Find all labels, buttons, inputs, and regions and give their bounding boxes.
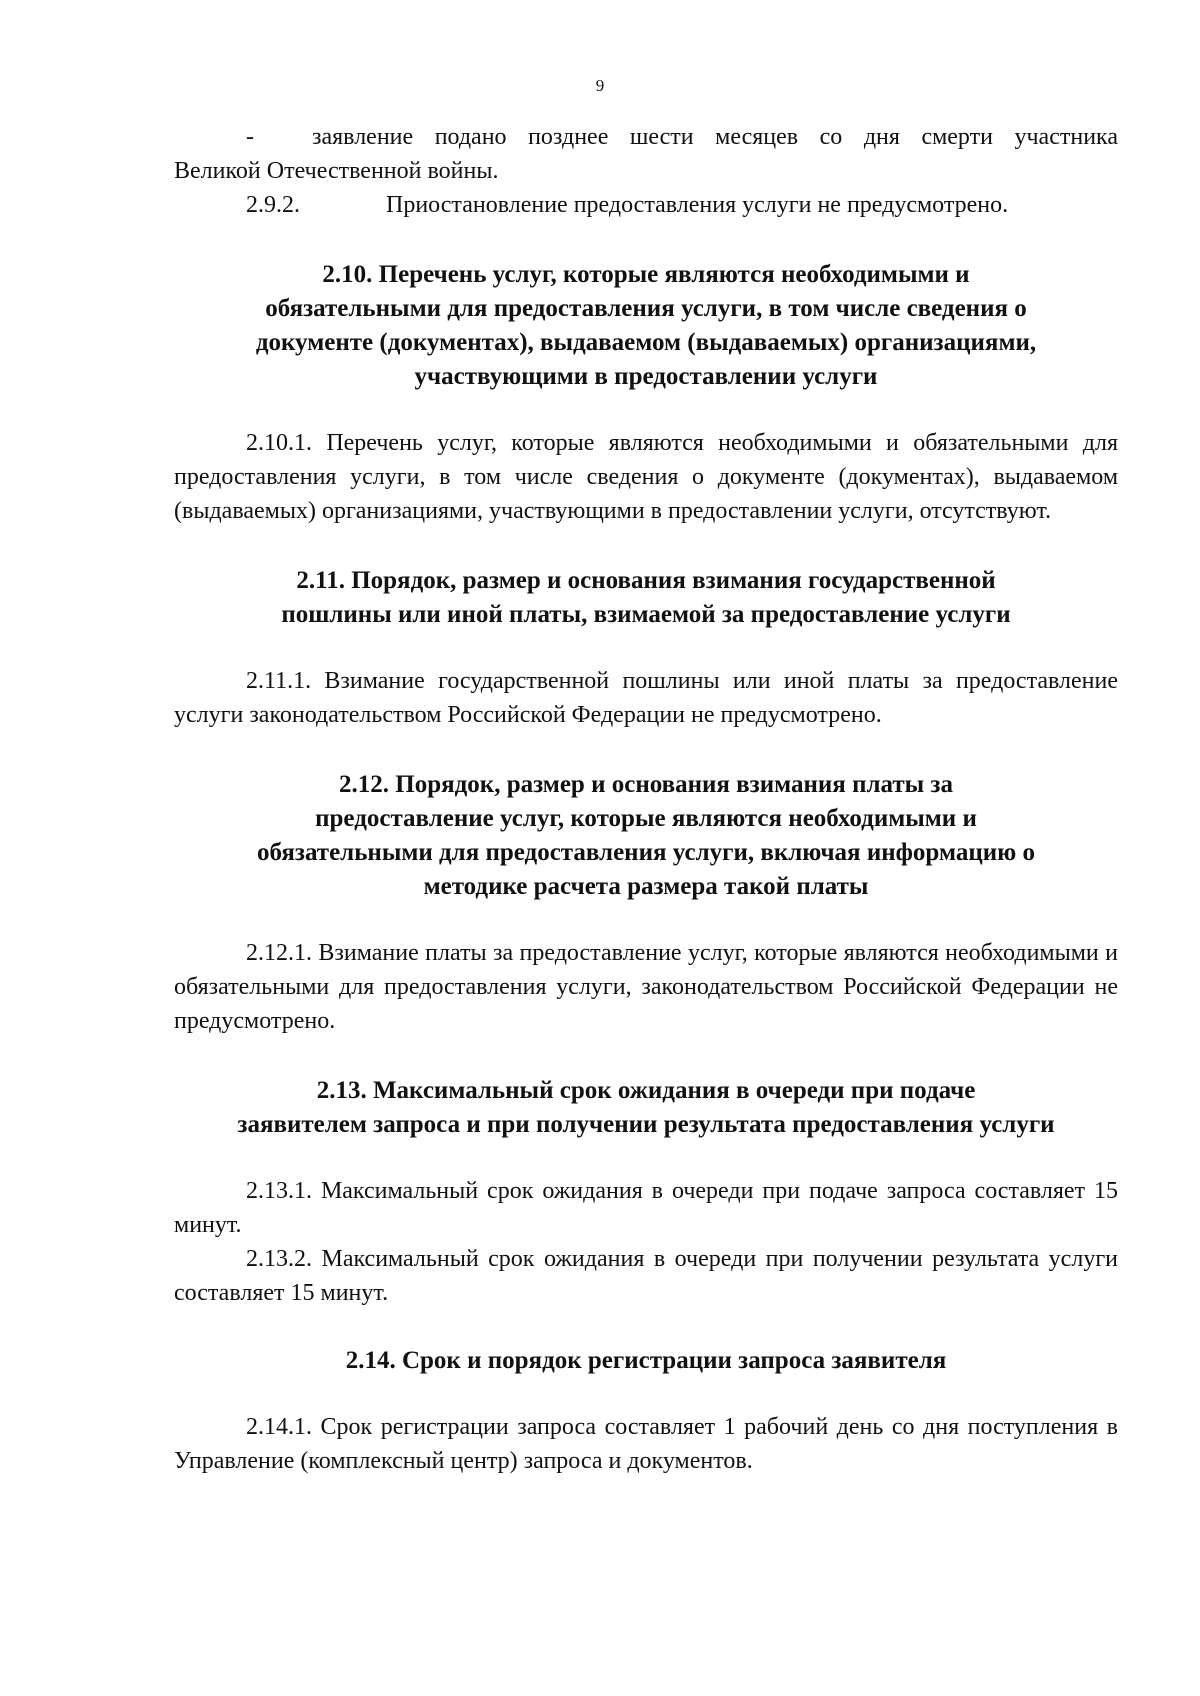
heading-line: пошлины или иной платы, взимаемой за предоставление услуги bbox=[281, 601, 1011, 628]
heading-line: 2.11. Порядок, размер и основания взимания государственной bbox=[296, 567, 996, 594]
heading-line: участвующими в предоставлении услуги bbox=[414, 363, 878, 390]
heading-line: 2.10. Перечень услуг, которые являются необходимыми и bbox=[322, 261, 970, 288]
section-heading-2-10 bbox=[174, 258, 1118, 394]
heading-line: 2.12. Порядок, размер и основания взимания платы за bbox=[339, 771, 953, 798]
intro-line-1: заявление подано позднее шести месяцев со дня смерти участника bbox=[312, 124, 1118, 150]
clause-text: Приостановление предоставления услуги не предусмотрено. bbox=[386, 192, 1009, 218]
heading-line: документе (документах), выдаваемом (выдаваемых) организациями, bbox=[255, 329, 1037, 356]
heading-line: 2.14. Срок и порядок регистрации запроса заявителя bbox=[345, 1347, 947, 1374]
section-heading-2-14 bbox=[174, 1344, 1118, 1378]
section-heading-2-12 bbox=[174, 768, 1118, 904]
dash-marker: - bbox=[246, 124, 254, 150]
paragraph-2-14-1: 2.14.1. Срок регистрации запроса составляет 1 рабочий день со дня поступления в Управление (комплексный центр) запроса и документов. bbox=[174, 1414, 1118, 1474]
clause-number: 2.9.2. bbox=[246, 192, 300, 218]
list-item-dash bbox=[174, 120, 1118, 154]
heading-line: методике расчета размера такой платы bbox=[423, 873, 869, 900]
paragraph-2-11-1: 2.11.1. Взимание государственной пошлины или иной платы за предоставление услуги законодательством Российской Федерации не предусмотрено. bbox=[174, 668, 1118, 728]
section-heading-2-13 bbox=[174, 1074, 1118, 1142]
heading-line: обязательными для предоставления услуги, включая информацию о bbox=[257, 839, 1035, 866]
paragraph-2-10-1: 2.10.1. Перечень услуг, которые являются необходимыми и обязательными для предоставления услуги, в том числе сведения о документе (документах), выдаваемом (выдаваемых) организациями, участвующими в предоставлении услуги, отсутствуют. bbox=[174, 430, 1118, 524]
heading-line: обязательными для предоставления услуги, в том числе сведения о bbox=[265, 295, 1027, 322]
paragraph-2-12-1: 2.12.1. Взимание платы за предоставление услуг, которые являются необходимыми и обязательными для предоставления услуги, законодательством Российской Федерации не предусмотрено. bbox=[174, 940, 1118, 1034]
heading-line: 2.13. Максимальный срок ожидания в очереди при подаче bbox=[316, 1077, 976, 1104]
heading-line: предоставление услуг, которые являются необходимыми и bbox=[315, 805, 977, 832]
heading-line: заявителем запроса и при получении результата предоставления услуги bbox=[237, 1111, 1055, 1138]
clause-2-9-2 bbox=[174, 188, 1118, 222]
intro-line-2: Великой Отечественной войны. bbox=[174, 158, 499, 184]
paragraph-2-13-2: 2.13.2. Максимальный срок ожидания в очереди при получении результата услуги составляет 15 минут. bbox=[174, 1246, 1118, 1306]
section-heading-2-11 bbox=[174, 564, 1118, 632]
page-number: 9 bbox=[595, 76, 605, 95]
paragraph-2-13-1: 2.13.1. Максимальный срок ожидания в очереди при подаче запроса составляет 15 минут. bbox=[174, 1178, 1118, 1238]
document-body bbox=[174, 120, 1118, 1478]
